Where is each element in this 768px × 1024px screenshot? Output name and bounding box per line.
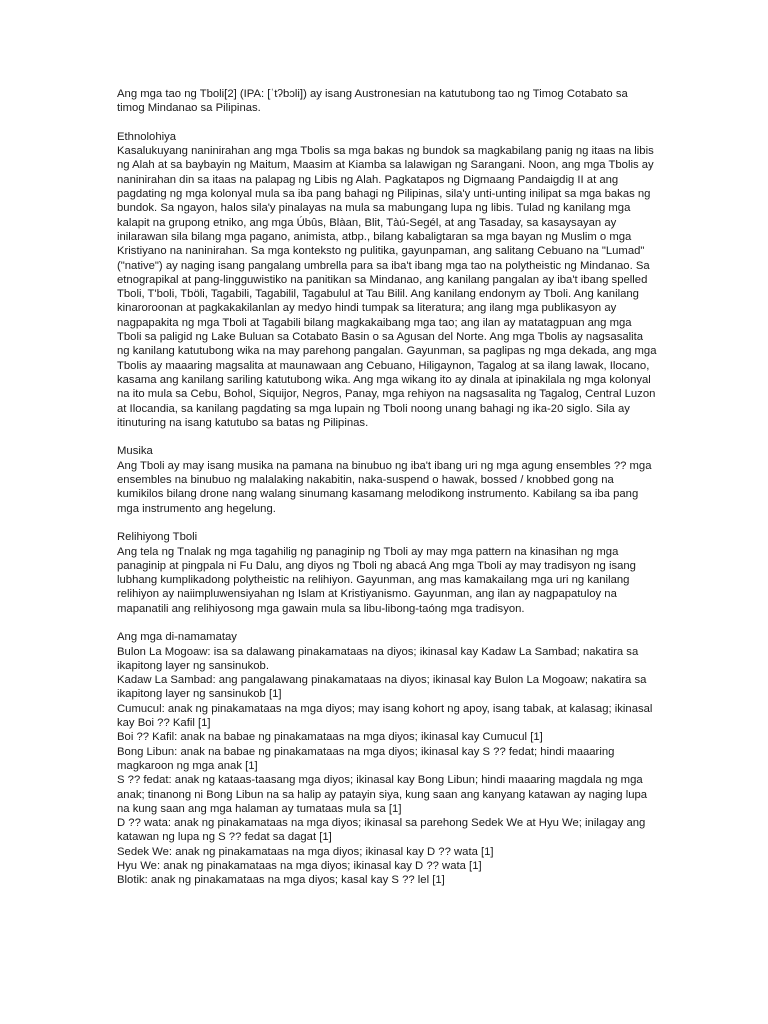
deity-entry-blotik: Blotik: anak ng pinakamataas na mga diyos; kasal kay S ?? lel [1] — [117, 874, 445, 887]
immortals-heading: Ang mga di-namamatay — [117, 631, 237, 644]
deity-entry-s-fedat: S ?? fedat: anak ng kataas-taasang mga diyos; ikinasal kay Bong Libun; hindi maaaring magdala ng mga anak; tinanong ni Bong Libun na sa halip ay patayin siya, kung saan ang kanyang katawan ay naging lupa na kung saan ang mga halaman ay tumataas mula sa [1] — [117, 774, 648, 815]
document-page — [117, 87, 657, 902]
deity-entry-boi-kafil: Boi ?? Kafil: anak na babae ng pinakamataas na mga diyos; ikinasal kay Cumucul [1] — [117, 731, 543, 744]
deity-entry-d-wata: D ?? wata: anak ng pinakamataas na mga diyos; ikinasal sa parehong Sedek We at Hyu We; inilagay ang katawan ng lupa ng S ?? fedat sa dagat [1] — [117, 817, 646, 844]
music-paragraph: Ang Tboli ay may isang musika na pamana na binubuo ng iba't ibang uri ng mga agung ensembles ?? mga ensembles na binubuo ng malalaking nakabitin, naka-suspend o hawak, bossed / knobbed gong na kumikilos bilang drone nang walang sinumang kasamang melodikong instrumento. Kabilang sa iba pang mga instrumento ang hegelung. — [117, 459, 652, 515]
deity-entry-cumucul: Cumucul: anak ng pinakamataas na mga diyos; may isang kohort ng apoy, isang tabak, at kalasag; ikinasal kay Boi ?? Kafil [1] — [117, 702, 653, 730]
deity-entry-hyu-we: Hyu We: anak ng pinakamataas na mga diyos; ikinasal kay D ?? wata [1] — [117, 860, 482, 873]
deity-entry-bong-libun: Bong Libun: anak na babae ng pinakamataas na mga diyos; ikinasal kay S ?? fedat; hindi maaaring magkaroon ng mga anak [1] — [117, 745, 615, 772]
ethnology-paragraph: Kasalukuyang naninirahan ang mga Tbolis sa mga bakas ng bundok sa magkabilang panig ng itaas na libis ng Alah at sa baybayin ng Maitum, Maasim at Kiamba sa lalawigan ng Sarangani. Noon, ang mga Tbolis ay naninirahan din sa itaas na palapag ng Libis ng Alah. Pagkatapos ng Digmaang Pandaigdig II at ang pagdating ng mga kolonyal mula sa iba pang bahagi ng Pilipinas, sila'y unti-unting inilipat sa mga bakas ng bundok. Sa ngayon, halos sila'y pinalayas na mula sa mabungang lupa ng libis. Tulad ng kanilang mga kalapit na grupong etniko, ang mga Úbûs, Blàan, Blit, Tàú-Segél, at ang Tasaday, sa kasaysayan ay inilarawan sila bilang mga pagano, animista, atbp., bilang kabaligtaran sa mga bayan ng Muslim o mga Kristiyano na naninirahan. Sa mga konteksto ng pulitika, gayunpaman, ang salitang Cebuano na "Lumad" ("native") ay naging isang pangalang umbrella para sa iba't ibang mga tao na polytheistic ng Mindanao. Sa etnograpikal at pang-lingguwistiko na panitikan sa Mindanao, ang kanilang pangalan ay iba't ibang spelled Tboli, T'boli, Tböli, Tagabili, Tagabilil, Tagabulul at Tau Bilil. Ang kanilang endonym ay Tboli. Ang kanilang kinaroroonan at pagkakakilanlan ay medyo hindi tumpak sa literatura; ang ilang mga publikasyon ay nagpapakita ng mga Tboli at Tagabili bilang magkakaibang mga tao; ang ilan ay matatagpuan ang mga Tboli sa paligid ng Lake Buluan sa Cotabato Basin o sa Agusan del Norte. Ang mga Tbolis ay nagsasalita ng kanilang katutubong wika na may parehong pangalan. Gayunman, sa paglipas ng mga dekada, ang mga Tbolis ay maaaring magsalita at maunawaan ang Cebuano, Hiligaynon, Tagalog at sa ilang lawak, Ilocano, kasama ang kanilang sariling katutubong wika. Ang mga wikang ito ay dinala at ipinakilala ng mga kolonyal na ito mula sa Cebu, Bohol, Siquijor, Negros, Panay, mga rehiyon na nagsasalita ng Tagalog, Central Luzon at Ilocandia, sa kanilang pagdating sa mga lupain ng Tboli noong unang bahagi ng ika-20 siglo. Sila ay itinuturing na isang katutubo sa batas ng Pilipinas. — [117, 145, 657, 429]
music-section — [117, 444, 657, 515]
immortals-section — [117, 630, 657, 887]
religion-paragraph: Ang tela ng Tnalak ng mga tagahilig ng panaginip ng Tboli ay may mga pattern na kinasihan ng mga panaginip at pingpala ni Fu Dalu, ang diyos ng Tboli ng abacá Ang mga Tboli ay may tradisyon ng isang lubhang kumplikadong polytheistic na relihiyon. Gayunman, ang mas kamakailang mga uri ng kanilang relihiyon ay naiimpluwensiyahan ng Islam at Kristiyanismo. Gayunman, ang ilan ay nagpapatuloy na mapanatili ang relihiyosong mga gawain mula sa libu-libong-taóng mga tradisyon. — [117, 545, 636, 615]
religion-section — [117, 530, 657, 616]
intro-section — [117, 87, 657, 116]
music-heading: Musika — [117, 445, 153, 458]
ethnology-section — [117, 130, 657, 430]
intro-paragraph: Ang mga tao ng Tboli[2] (IPA: [ˈtʔbɔli]) ay isang Austronesian na katutubong tao ng Timog Cotabato sa timog Mindanao sa Pilipinas. — [117, 88, 628, 115]
deity-entry-bulon-la-mogoaw: Bulon La Mogoaw: isa sa dalawang pinakamataas na diyos; ikinasal kay Kadaw La Sambad; nakatira sa ikapitong layer ng sansinukob. — [117, 645, 639, 672]
deity-entry-kadaw-la-sambad: Kadaw La Sambad: ang pangalawang pinakamataas na diyos; ikinasal kay Bulon La Mogoaw; nakatira sa ikapitong layer ng sansinukob [1] — [117, 674, 647, 701]
religion-heading: Relihiyong Tboli — [117, 531, 198, 544]
ethnology-heading: Ethnolohiya — [117, 130, 177, 143]
deity-entry-sedek-we: Sedek We: anak ng pinakamataas na mga diyos; ikinasal kay D ?? wata [1] — [117, 845, 494, 858]
